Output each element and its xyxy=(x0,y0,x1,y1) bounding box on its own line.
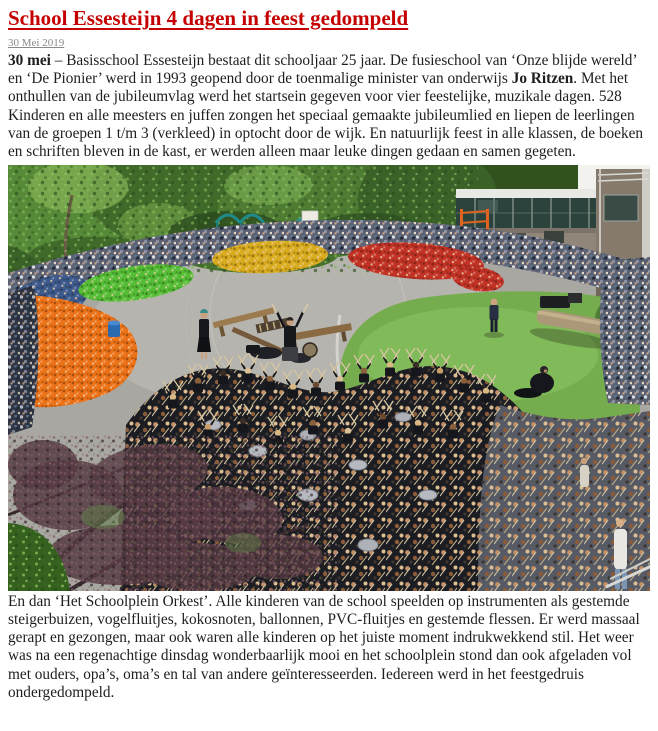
article-date-link[interactable]: 30 Mei 2019 xyxy=(8,36,65,49)
article-paragraph-1 xyxy=(8,52,650,162)
paragraph-1-run-a: – Basisschool Essesteijn bestaat dit schooljaar 25 jaar. De fusieschool van ‘Onze blijde wereld’ en ‘De Pionier’ werd in 1993 geopend door de toenmalige minister van onderwijs xyxy=(8,51,637,88)
schoolyard-photo-illustration xyxy=(8,165,650,591)
paragraph-1-run-b: . Met het onthullen van de jubileumvlag werd het startsein gegeven voor vier feestelijke, muzikale dagen. 528 Kinderen en alle meesters en juffen zongen het speciaal gemaakte jubileumlied en liepen de leerlingen van de groepen 1 t/m 3 (verkleed) in optocht door de wijk. En natuurlijk feest in alle klassen, de boeken en schriften bleven in de kast, er werden alleen maar leuke dingen gedaan en samen gegeten. xyxy=(8,70,644,161)
left-edge-crowd xyxy=(8,285,38,435)
article-title-link[interactable]: School Essesteijn 4 dagen in feest gedompeld xyxy=(8,6,409,30)
lead-date-text: 30 mei xyxy=(8,51,51,69)
minister-name-text: Jo Ritzen xyxy=(511,70,574,88)
article-photo[interactable] xyxy=(8,165,650,591)
article-page xyxy=(8,0,650,702)
article-paragraph-2: En dan ‘Het Schoolplein Orkest’. Alle kinderen van de school speelden op instrumenten als gestemde steigerbuizen, vogelfluitjes, kokosnoten, ballonnen, PVC-fluitjes en gestemde flessen. Er werd massaal gerapt en gezongen, maar ook waren alle kinderen op het juiste moment indrukwekkend stil. Het weer was na een regenachtige dinsdag wonderbaarlijk mooi en het schoolplein stond dan ook afgeladen vol met ouders, opa’s, oma’s en tal van andere geïnteresseerden. Iedereen werd in het feestgedruis ondergedompeld. xyxy=(8,592,640,702)
